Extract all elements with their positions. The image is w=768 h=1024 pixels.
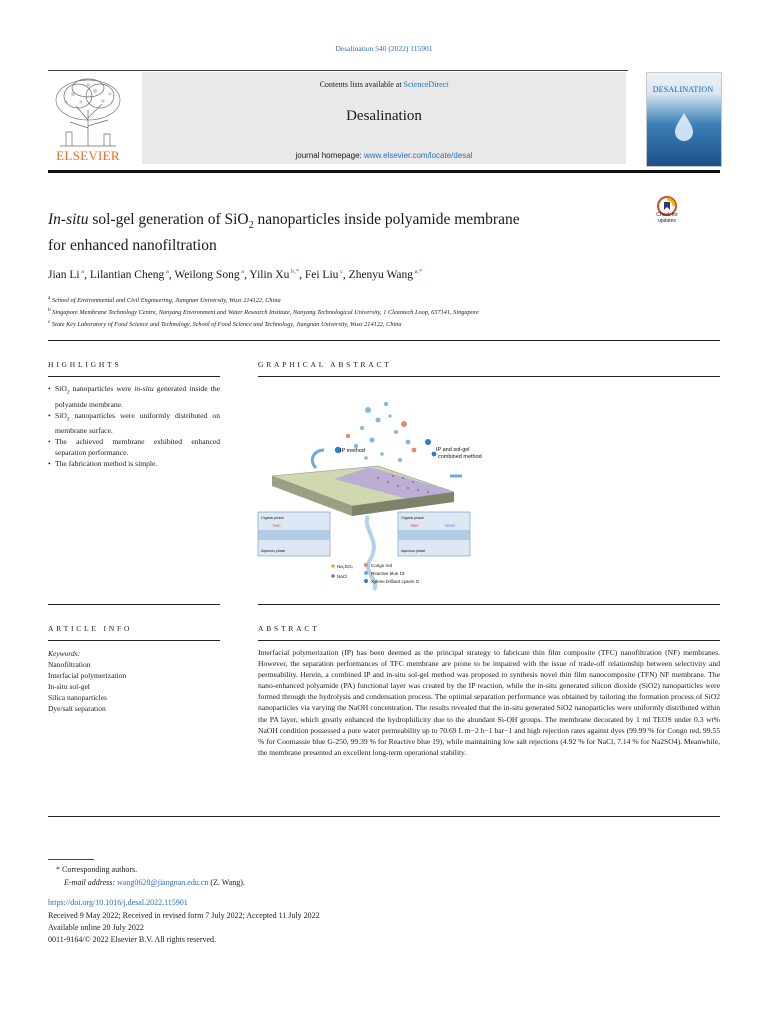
keyword: Silica nanoparticles [48, 693, 107, 702]
author-name[interactable]: Lilantian Cheng [89, 268, 165, 281]
sciencedirect-link[interactable]: ScienceDirect [403, 80, 449, 89]
author-separator: , [168, 268, 175, 281]
ip-method-label: IP method [340, 448, 365, 454]
author-affiliation-marker[interactable]: a [164, 268, 169, 275]
tmc-label: TMC [272, 523, 281, 528]
legend-swatch-nacl [331, 574, 335, 578]
title-part: nanoparticles inside polyamide membrane [253, 211, 520, 228]
title-line-2: for enhanced nanofiltration [48, 237, 217, 255]
email-line [64, 878, 245, 887]
section-divider [48, 340, 720, 341]
legend-swatch-na2so4 [331, 564, 335, 568]
author-affiliation-marker[interactable]: a,* [413, 268, 423, 275]
cover-title: DESALINATION [652, 85, 714, 94]
organic-phase-label: Organic phase [261, 516, 284, 520]
journal-homepage-line [142, 151, 626, 160]
legend-reactive-blue: Reactive blue 19 [371, 571, 405, 576]
keywords-block [48, 648, 220, 714]
email-link[interactable]: wang0628@jiangnan.edu.cn [117, 878, 209, 887]
abstract-heading: ABSTRACT [258, 624, 320, 633]
legend-na2so4: Na₂SO₄ [337, 564, 353, 569]
affiliation-a: $^a$ School of Environmental and Civil Engineering, Jiangnan University, Wuxi 214122, China [48, 295, 281, 305]
legend-xylene: Xylene brilliant cyanin G [371, 579, 420, 584]
available-online: Available online 20 July 2022 [48, 923, 144, 932]
homepage-link[interactable]: www.elsevier.com/locate/desal [364, 151, 473, 160]
highlights-heading: HIGHLIGHTS [48, 360, 122, 369]
keyword: Nanofiltration [48, 660, 91, 669]
author-separator: , [342, 268, 349, 281]
author-name[interactable]: Weilong Song [174, 268, 240, 281]
contents-prefix: Contents lists available at [319, 80, 402, 89]
email-label: E-mail address: [64, 878, 116, 887]
graphical-abstract-rule [258, 376, 720, 377]
highlight-item: • SiO$_2$ nanoparticles were in-situ generated inside the polyamide membrane. [48, 383, 220, 410]
graphical-abstract-figure[interactable] [258, 380, 482, 592]
legend-swatch-congo-red [364, 563, 368, 567]
keyword: Interfacial polymerization [48, 671, 127, 680]
combined-method-label-2: combined method [438, 454, 482, 460]
corresponding-text: Corresponding authors. [62, 865, 138, 874]
author-name[interactable]: Yilin Xu [249, 268, 290, 281]
teos-label: TEOS [444, 523, 455, 528]
affiliation-b: $^b$ Singapore Membrane Technology Centre, Nanyang Environment and Water Research Institute, Nanyang Technological University, 1 Cleantech Loop, 637141, Singapore [48, 307, 479, 317]
journal-name: Desalination [346, 108, 422, 124]
homepage-label: journal homepage: [295, 151, 362, 160]
affiliation-c: $^c$ State Key Laboratory of Food Science and Technology, School of Food Science and Technology, Jiangnan University, Wuxi 214122, China [48, 319, 402, 329]
author-separator: , [84, 268, 90, 281]
article-title [48, 210, 648, 256]
title-subscript: 2 [248, 220, 254, 232]
tmc-label-right: TMC [410, 523, 419, 528]
copyright: 0011-9164/© 2022 Elsevier B.V. All rights reserved. [48, 935, 217, 944]
aqueous-phase-label-right: Aqueous phase [401, 549, 426, 553]
aqueous-phase-label: Aqueous phase [261, 549, 286, 553]
doi-link[interactable]: https://doi.org/10.1016/j.desal.2022.115901 [48, 898, 188, 907]
legend-swatch-reactive-blue [364, 571, 368, 575]
legend-nacl: NaCl [337, 574, 348, 579]
legend-swatch-xylene [364, 579, 368, 583]
abstract-rule [258, 640, 720, 641]
author-affiliation-marker[interactable]: b,* [289, 268, 300, 275]
highlight-item: • The achieved membrane exhibited enhanced separation performance. [48, 436, 220, 458]
abstract-top-rule [258, 604, 720, 605]
graphical-abstract-heading: GRAPHICAL ABSTRACT [258, 360, 392, 369]
contents-line [142, 80, 626, 89]
header-rule [48, 70, 628, 71]
left-arrow [312, 450, 324, 468]
highlights-list [48, 383, 220, 469]
masthead-rule [48, 170, 720, 173]
author-affiliation-marker[interactable]: a [79, 268, 85, 275]
organic-phase-label-right: Organic phase [401, 516, 424, 520]
footnote-rule [48, 859, 94, 860]
highlight-item: • SiO$_2$ nanoparticles were uniformly distributed on membrane surface. [48, 410, 220, 437]
keyword: Dye/salt separation [48, 704, 106, 713]
journal-citation[interactable]: Desalination 540 (2022) 115901 [335, 44, 433, 53]
author-separator: , [244, 268, 250, 281]
abstract-text: Interfacial polymerization (IP) has been deemed as the principal strategy to fabricate thin film composite (TFC) nanofiltration (NF) membranes. However, the separation performances of TFC membrane are prone to be impaired with the issue of trade-off relationship between selectivity and permeability. Herein, a combined IP and in-situ sol-gel method was proposed to synthesis novel thin film nanocomposite (TFN) NF membrane. The nano-enhanced polyamide (PA) functional layer was created by the IP reaction, while the in-situ generated silicon dioxide (SiO2) nanoparticles were formed through the hydrolysis and condensation process. The optimal separation performance was obtained by tailoring the formation process of SiO2 nanoparticles via varying the NaOH concentration. The results revealed that the in-situ generated SiO2 nanoparticles were uniformly distributed within the PA layer, which greatly enhanced the hydrophilicity due to the abundant Si-OH groups. The membrane decorated by 1 ml TEOS under 0.3 wt% NaOH condition possessed a pure water permeability up to 70.69 L m−2 h−1 bar−1 and high rejection rates against dyes (99.99 % for Congo red, 99.55 % for Coomassie blue G-250, 99.39 % for Reactive blue 19), while maintaining low salt rejections (4.92 % for NaCl, 7.14 % for Na2SO4). Meanwhile, the membrane presented an excellent long-term operational stability. [258, 648, 720, 757]
corresponding-note [56, 865, 137, 874]
email-suffix: (Z. Wang). [210, 878, 245, 887]
article-info-heading: ARTICLE INFO [48, 624, 133, 633]
author-list [48, 268, 668, 281]
author-affiliation-marker[interactable]: c [338, 268, 343, 275]
article-info-top-rule [48, 604, 220, 605]
author-separator: , [299, 268, 305, 281]
publisher-wordmark: ELSEVIER [56, 148, 120, 163]
received-dates: Received 9 May 2022; Received in revised form 7 July 2022; Accepted 11 July 2022 [48, 911, 320, 920]
author-name[interactable]: Fei Liu [304, 268, 339, 281]
title-part: sol-gel generation of SiO [88, 211, 249, 228]
author-affiliation-marker[interactable]: a [239, 268, 245, 275]
legend-congo-red: Congo red [371, 563, 393, 568]
author-name[interactable]: Jian Li [48, 268, 80, 281]
check-for-updates-label[interactable]: Check for updates [656, 212, 678, 224]
title-italic: In-situ [48, 211, 89, 228]
combined-method-label: IP and sol-gel [436, 447, 470, 453]
bottom-section-rule [48, 816, 720, 817]
highlight-item: • The fabrication method is simple. [48, 458, 220, 469]
keyword: In-situ sol-gel [48, 682, 90, 691]
highlights-rule [48, 376, 220, 377]
article-info-rule [48, 640, 220, 641]
author-name[interactable]: Zhenyu Wang [348, 268, 414, 281]
keywords-label: Keywords: [48, 649, 81, 658]
asterisk: * [56, 865, 60, 874]
